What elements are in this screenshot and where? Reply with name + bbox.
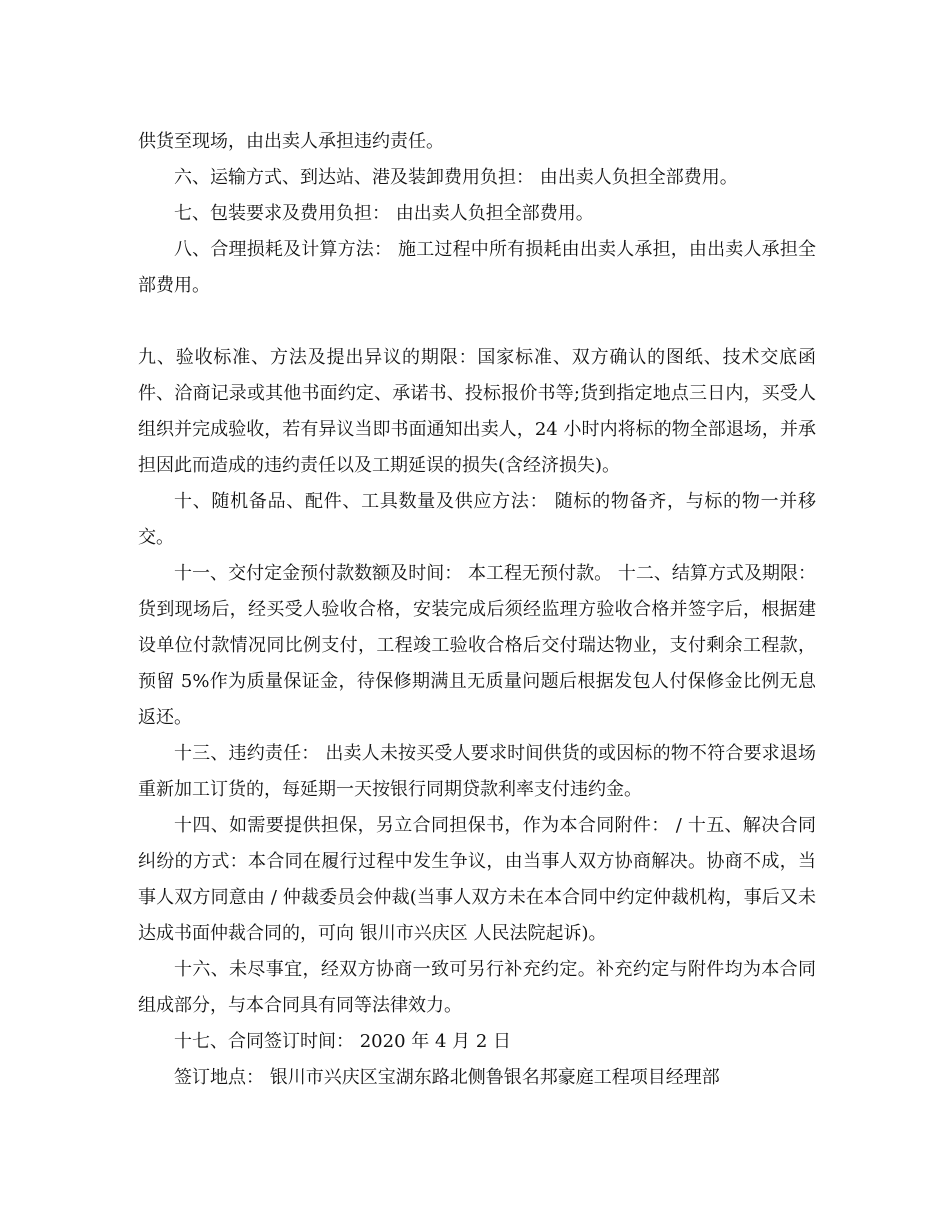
paragraph-breach-liability: 十三、违约责任： 出卖人未按买受人要求时间供货的或因标的物不符合要求退场重新加工订货的，每延期一天按银行同期贷款利率支付违约金。 [138, 743, 816, 800]
paragraph-signing-date: 十七、合同签订时间： 2020 年 4 月 2 日 [174, 1031, 512, 1052]
document-body [138, 124, 816, 1096]
paragraph-spare-parts: 十、随机备品、配件、工具数量及供应方法： 随标的物备齐，与标的物一并移交。 [138, 491, 816, 548]
paragraph-loss-calculation: 八、合理损耗及计算方法： 施工过程中所有损耗由出卖人承担，由出卖人承担全部费用。 [138, 239, 816, 296]
paragraph-guarantee-disputes: 十四、如需要提供担保，另立合同担保书，作为本合同附件： / 十五、解决合同纠纷的方式：本合同在履行过程中发生争议，由当事人双方协商解决。协商不成，当事人双方同意由 / 仲裁委员会仲裁(当事人双方未在本合同中约定仲裁机构，事后又未达成书面仲裁合同的，可向 银川市兴庆区 人民法院起诉)。 [138, 815, 816, 944]
paragraph-packaging: 七、包装要求及费用负担： 由出卖人负担全部费用。 [174, 203, 594, 224]
paragraph-delivery-liability: 供货至现场，由出卖人承担违约责任。 [138, 131, 444, 152]
paragraph-signing-location: 签订地点： 银川市兴庆区宝湖东路北侧鲁银名邦豪庭工程项目经理部 [174, 1067, 720, 1088]
paragraph-payment-settlement: 十一、交付定金预付款数额及时间： 本工程无预付款。 十二、结算方式及期限：货到现场后，经买受人验收合格，安装完成后须经监理方验收合格并签字后，根据建设单位付款情况同比例支付，工程竣工验收合格后交付瑞达物业，支付剩余工程款，预留 5%作为质量保证金，待保修期满且无质量问题后根据发包人付保修金比例无息返还。 [138, 563, 816, 728]
paragraph-transport-costs: 六、运输方式、到达站、港及装卸费用负担： 由出卖人负担全部费用。 [174, 167, 738, 188]
paragraph-gap [138, 304, 816, 340]
paragraph-acceptance-standards: 九、验收标准、方法及提出异议的期限：国家标准、双方确认的图纸、技术交底函件、洽商记录或其他书面约定、承诺书、投标报价书等;货到指定地点三日内，买受人组织并完成验收，若有异议当即书面通知出卖人，24 小时内将标的物全部退场，并承担因此而造成的违约责任以及工期延误的损失(含经济损失)。 [138, 347, 816, 476]
paragraph-supplementary: 十六、未尽事宜，经双方协商一致可另行补充约定。补充约定与附件均为本合同组成部分，与本合同具有同等法律效力。 [138, 959, 816, 1016]
